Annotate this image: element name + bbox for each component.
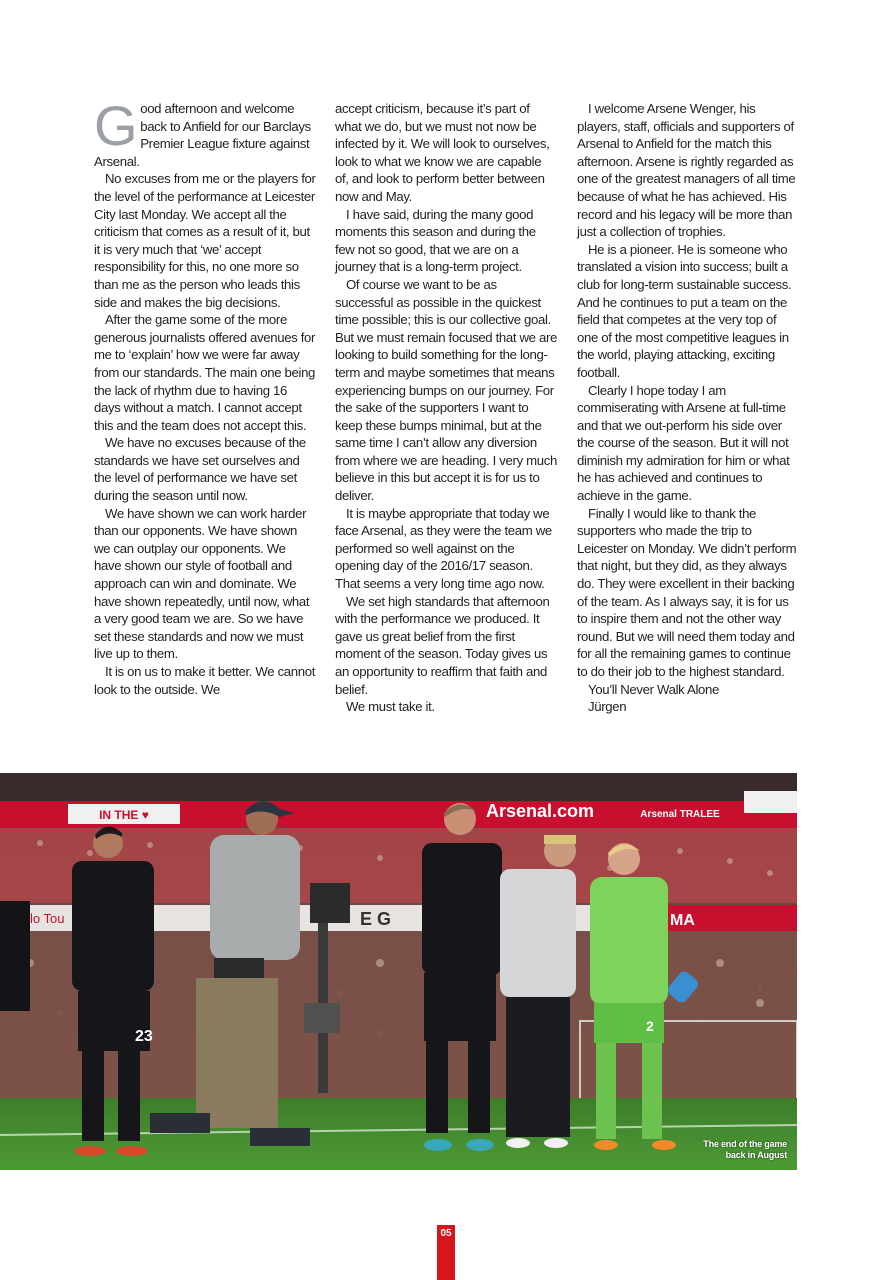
- paragraph: Clearly I hope today I am commiserating with Arsene at full-time and that we out-perform his side over the course of the season. But it will not diminish my admiration for him or what he has achieved and continues to achieve in the game.: [577, 382, 790, 504]
- board-left-text: lo Tou: [30, 911, 65, 926]
- match-photo: [0, 773, 797, 1170]
- sign-off: You’ll Never Walk Alone: [588, 681, 719, 697]
- banner-right-text: Arsenal TRALEE: [640, 809, 720, 820]
- page-number: 05: [440, 1228, 452, 1239]
- paragraph: He is a pioneer. He is someone who translated a vision into success; built a club for long-term sustainable success. And he continues to put a team on the field that competes at the very top of one of the most competitive leagues in the world, playing attacking, exciting football.: [577, 241, 792, 380]
- paragraph-intro: Good afternoon and welcome back to Anfield for our Barclays Premier League fixture against Arsenal.: [94, 94, 311, 169]
- paragraph: No excuses from me or the players for the level of the performance at Leicester City last Monday. We accept all the criticism that comes as a result of it, but it is very much that ‘we’ accept responsibility for this, no one more so than me as the person who leads this side and makes the big decisions.: [94, 171, 316, 310]
- article-column-3: [577, 100, 799, 716]
- paragraph: We have no excuses because of the standards we have set ourselves and the level of performance we have set during the season until now.: [94, 435, 306, 504]
- paragraph: Of course we want to be as successful as possible in the quickest time possible; this is our collective goal. But we must remain focused that we are looking to build something for the long-term and maybe sometimes that means experiencing bumps on our journey. For the sake of the supporters I want to keep these bumps minimal, but at the same time I can’t allow any diversion from where we are heading. I very much believe in this but accept it is for us to deliver.: [335, 276, 557, 504]
- player-left-edge: [0, 901, 30, 1011]
- paragraph: We must take it.: [346, 699, 435, 715]
- paragraph: After the game some of the more generous journalists offered avenues for me to ‘explain’ how we were far away from our standards. The main one being the lack of rhythm due to having 16 days without a match. I cannot accept this and the team does not accept this.: [94, 312, 316, 433]
- paragraph: We have shown we can work harder than our opponents. We have shown we can outplay our opponents. We have shown our style of football and approach can win and dominate. We have shown repeatedly, until now, what a very good team we are. So we have set these standards and now we must live up to them.: [94, 505, 310, 662]
- page-number-tab: [437, 1225, 455, 1280]
- article-column-2: [335, 100, 557, 716]
- banner-left-text: IN THE ♥: [99, 808, 149, 822]
- drop-cap: G: [94, 94, 138, 157]
- banner-main-text: Arsenal.com: [485, 801, 595, 821]
- paragraph: It is on us to make it better. We cannot look to the outside. We: [94, 664, 316, 697]
- paragraph: I welcome Arsene Wenger, his players, staff, officials and supporters of Arsenal to Anfield for the match this afternoon. Arsene is rightly regarded as one of the greatest managers of all time because of what he has achieved. His record and his legacy will be more than just a collection of trophies.: [577, 101, 796, 240]
- paragraph: We set high standards that afternoon with the performance we produced. It gave us great belief from the first moment of the season. Today gives us an opportunity to reaffirm that faith and belief.: [335, 593, 550, 697]
- signature: Jürgen: [588, 699, 627, 715]
- stadium-scene: [0, 773, 797, 1170]
- banner-corner-panel: [744, 791, 797, 813]
- paragraph: I have said, during the many good moments this season and during the few not so good, that we are on a journey that is a long-term project.: [335, 206, 536, 275]
- roof-stand: [0, 773, 797, 801]
- board-letters: E G: [360, 909, 392, 929]
- shirt-number-23: 23: [135, 1028, 153, 1045]
- paragraph: accept criticism, because it’s part of what we do, but we must not now be infected by it. We will look to ourselves, look to what we know we are capable of, and look to perform better between now and May.: [335, 101, 550, 204]
- board-right-text: MA: [670, 912, 695, 929]
- photo-caption: The end of the game back in August: [703, 1139, 787, 1160]
- paragraph: Finally I would like to thank the supporters who made the trip to Leicester on Monday. We didn’t perform that night, but they did, as they always do. They were excellent in their backing of the team. As I always say, it is for us to inspire them and not the other way round. But we will need them today and for all the remaining games to continue to do their job to the highest standard.: [577, 505, 797, 679]
- article-column-1: [94, 94, 316, 698]
- shirt-number-2: 2: [646, 1018, 654, 1034]
- paragraph: It is maybe appropriate that today we face Arsenal, as they were the team we performed so well against on the opening day of the 2016/17 season. That seems a very long time ago now.: [335, 505, 552, 592]
- manager: [500, 835, 576, 1148]
